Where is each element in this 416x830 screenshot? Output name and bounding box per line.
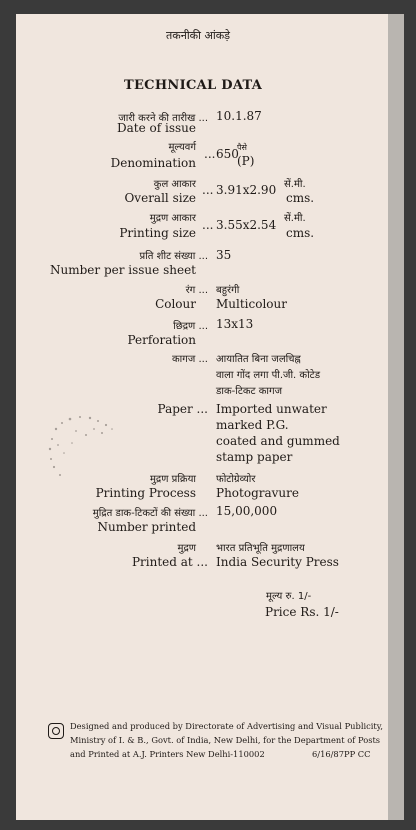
process-value-hindi: फोटोग्रेव्योर <box>216 474 256 485</box>
perforation-label: Perforation <box>127 333 196 347</box>
perforation-value: 13x13 <box>216 317 254 331</box>
colour-value-hindi: बहुरंगी <box>216 285 240 296</box>
paper-value-hindi-line3: डाक-टिकट कागज <box>216 386 283 397</box>
denomination-value: 650 <box>216 147 239 161</box>
sheet-count-label-hindi: प्रति शीट संख्या ... <box>139 251 208 262</box>
card-edge <box>388 14 404 820</box>
colour-label: Colour <box>155 297 196 311</box>
denomination-unit: (P) <box>237 154 255 168</box>
footer-line-1: Designed and produced by Directorate of Advertising and Visual Publicity, <box>70 721 383 731</box>
printing-size-label: Printing size <box>119 226 196 240</box>
printed-at-label: Printed at ... <box>131 555 208 569</box>
process-label: Printing Process <box>95 486 196 500</box>
postmark-smudge <box>36 409 146 489</box>
heading-english: TECHNICAL DATA <box>124 78 263 93</box>
printing-size-unit: cms. <box>286 226 315 240</box>
printed-at-value: India Security Press <box>216 555 339 569</box>
denomination-dots: ... <box>204 147 216 161</box>
printing-size-dots: ... <box>202 218 214 232</box>
perforation-label-hindi: छिद्रण ... <box>173 321 208 332</box>
denomination-label-hindi: मूल्यवर्ग <box>168 142 196 153</box>
date-label-hindi: जारी करने की तारीख ... <box>118 113 208 124</box>
price-hindi: मूल्य रु. 1/- <box>266 591 312 602</box>
price-english: Price Rs. 1/- <box>265 605 339 619</box>
denomination-label: Denomination <box>110 156 196 170</box>
denomination-unit-hindi: पैसे <box>237 143 247 152</box>
paper-label-hindi: कागज ... <box>171 354 208 365</box>
colour-label-hindi: रंग ... <box>185 285 208 296</box>
process-label-hindi: मुद्रण प्रक्रिया <box>149 474 196 485</box>
paper-value-hindi-line1: आयातित बिना जलचिह्न <box>216 354 301 365</box>
number-printed-label: Number printed <box>97 520 196 534</box>
footer-code: 6/16/87PP CC <box>312 749 371 759</box>
overall-size-unit: cms. <box>286 191 315 205</box>
colour-value: Multicolour <box>216 297 287 311</box>
paper-label: Paper ... <box>157 402 208 416</box>
overall-size-dots: ... <box>202 183 214 197</box>
paper-value-line3: coated and gummed <box>216 434 340 448</box>
overall-size-unit-hindi: सें.मी. <box>284 179 306 190</box>
footer-line-3: and Printed at A.J. Printers New Delhi-110002 <box>70 749 265 759</box>
printing-size-unit-hindi: सें.मी. <box>284 213 306 224</box>
overall-size-label: Overall size <box>124 191 196 205</box>
paper-value-line2: marked P.G. <box>216 418 289 432</box>
technical-data-card <box>16 14 388 820</box>
process-value: Photogravure <box>216 486 299 500</box>
number-printed-label-hindi: मुद्रित डाक-टिकटों की संख्या ... <box>92 508 208 519</box>
printing-size-label-hindi: मुद्रण आकार <box>149 213 196 224</box>
date-label: Date of issue <box>117 121 196 135</box>
printed-at-value-hindi: भारत प्रतिभूति मुद्रणालय <box>216 543 305 554</box>
number-printed-value: 15,00,000 <box>216 504 278 518</box>
dps-logo-icon <box>48 723 64 739</box>
printing-size-value: 3.55x2.54 <box>216 218 277 232</box>
sheet-count-label: Number per issue sheet <box>50 263 196 277</box>
sheet-count-value: 35 <box>216 248 232 262</box>
heading-hindi: तकनीकी आंकड़े <box>166 29 231 42</box>
overall-size-label-hindi: कुल आकार <box>153 179 196 190</box>
date-value: 10.1.87 <box>216 109 262 123</box>
paper-value-line1: Imported unwater <box>216 402 327 416</box>
footer-line-2: Ministry of I. & B., Govt. of India, New Delhi, for the Department of Posts <box>70 735 381 745</box>
printed-at-label-hindi: मुद्रण <box>177 543 196 554</box>
overall-size-value: 3.91x2.90 <box>216 183 277 197</box>
paper-value-line4: stamp paper <box>216 450 293 464</box>
paper-value-hindi-line2: वाला गोंद लगा पी.जी. कोटेड <box>216 370 321 381</box>
